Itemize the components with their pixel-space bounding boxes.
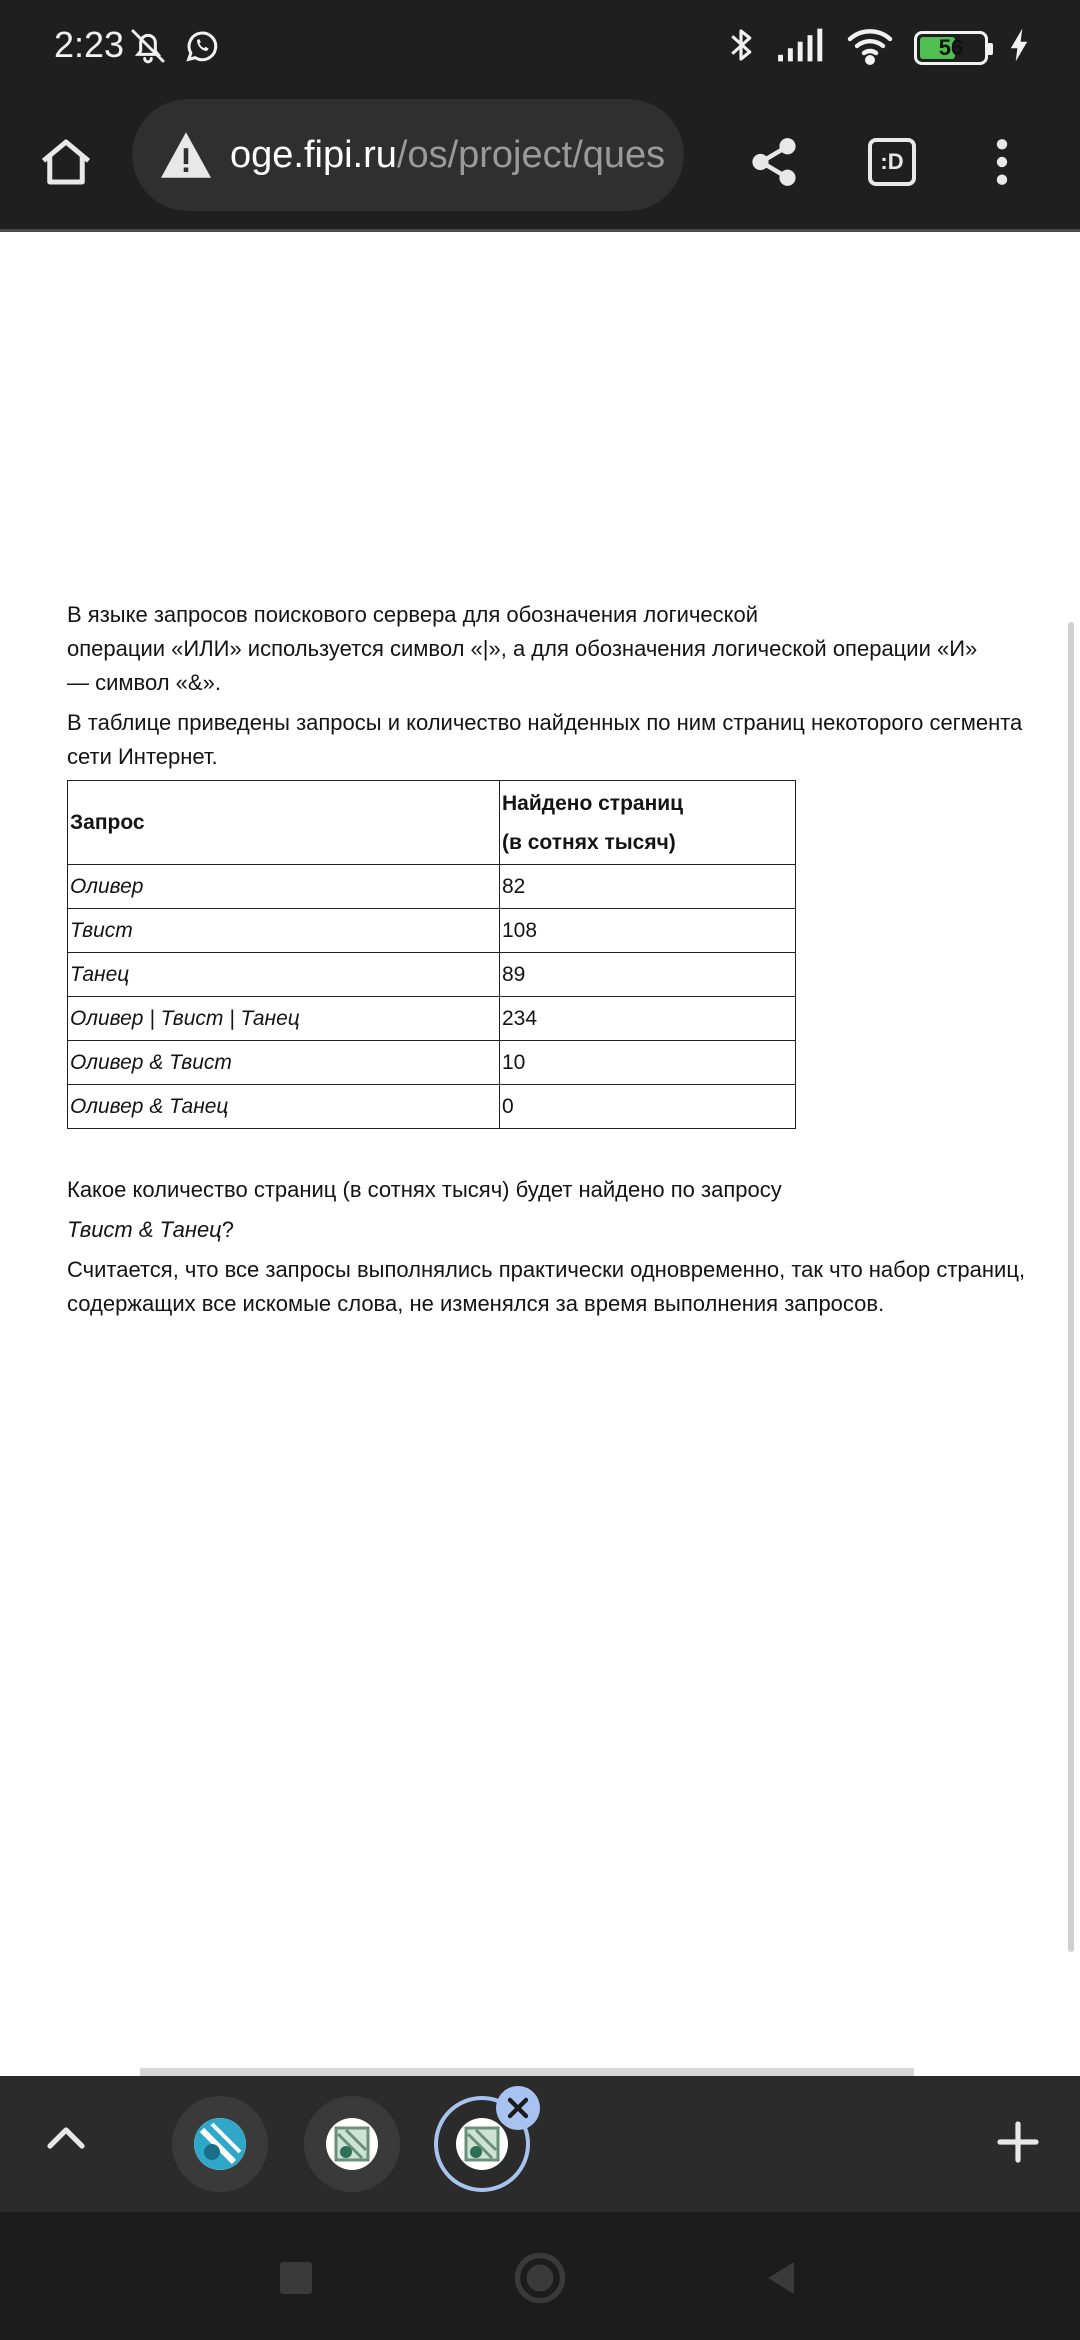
table-row: [68, 997, 796, 1041]
question-mark: ?: [221, 1217, 235, 1242]
status-time: 2:23: [54, 24, 125, 65]
found-cell: 234: [500, 997, 796, 1041]
home-icon[interactable]: [28, 124, 104, 200]
question-query: Твист & Танец: [67, 1217, 222, 1242]
vertical-scrollbar[interactable]: [1068, 622, 1074, 1952]
query-cell: Оливер & Твист: [68, 1041, 500, 1085]
query-table: [67, 780, 796, 1129]
browser-toolbar: [0, 96, 1080, 232]
note-text: Считается, что все запросы выполнялись практически одновременно, так что набор страниц, содержащих все искомые слова, не изменялся за время выполнения запросов.: [67, 1257, 1026, 1316]
signal-icon: [776, 27, 826, 68]
header-found: [500, 781, 796, 865]
query-cell: Оливер | Твист | Танец: [68, 997, 500, 1041]
share-icon[interactable]: [736, 124, 812, 200]
close-icon[interactable]: [496, 2086, 540, 2130]
charging-icon: [1008, 27, 1030, 68]
bluetooth-icon: [726, 24, 756, 71]
battery-icon: [914, 31, 988, 65]
home-circle-icon[interactable]: [510, 2248, 570, 2308]
table-row: [68, 909, 796, 953]
recents-icon[interactable]: [266, 2248, 326, 2308]
tab-strip: [0, 2076, 1080, 2212]
intro-line-3: — символ «&».: [67, 670, 221, 695]
intro-line-1: В языке запросов поискового сервера для обозначения логической: [67, 602, 759, 627]
header-found-line-2: (в сотнях тысяч): [502, 830, 676, 854]
table-row: [68, 1041, 796, 1085]
site-favicon-icon: [326, 2118, 378, 2170]
bell-off-icon: [128, 26, 168, 71]
header-query: Запрос: [68, 781, 500, 865]
found-cell: 10: [500, 1041, 796, 1085]
header-found-line-1: Найдено страниц: [502, 791, 684, 815]
page-content[interactable]: [0, 232, 1080, 2076]
tab-switcher-icon[interactable]: [854, 124, 930, 200]
found-cell: 0: [500, 1085, 796, 1129]
chevron-up-icon[interactable]: [34, 2106, 98, 2170]
query-cell: Твист: [68, 909, 500, 953]
table-header-row: [68, 781, 796, 865]
found-cell: 82: [500, 865, 796, 909]
whatsapp-icon: [182, 26, 222, 71]
query-cell: Оливер & Танец: [68, 1085, 500, 1129]
url-text[interactable]: [230, 134, 665, 177]
back-icon[interactable]: [752, 2248, 812, 2308]
site-favicon-icon: [456, 2118, 508, 2170]
table-row: [68, 1085, 796, 1129]
status-left-icons: [128, 26, 222, 71]
battery-level: 56: [938, 34, 964, 60]
address-bar[interactable]: [132, 99, 684, 211]
question-query-line: [67, 1213, 1027, 1247]
plus-icon[interactable]: [986, 2110, 1050, 2174]
table-intro: В таблице приведены запросы и количество найденных по ним страниц некоторого сегмента сети Интернет.: [67, 710, 1023, 769]
system-nav-bar: [0, 2212, 1080, 2340]
table-row: [68, 865, 796, 909]
url-path: /os/project/ques: [396, 133, 666, 176]
intro-paragraph: [67, 598, 1027, 700]
tab-thumbnail-1[interactable]: [172, 2096, 268, 2192]
tab-switcher-label: :D: [868, 138, 916, 186]
wifi-icon: [846, 25, 894, 70]
status-bar: [0, 0, 1080, 96]
intro-line-2: операции «ИЛИ» используется символ «|», а для обозначения логической операции «И»: [67, 636, 978, 661]
more-icon[interactable]: [964, 124, 1040, 200]
question-text: Какое количество страниц (в сотнях тысяч) будет найдено по запросу: [67, 1177, 782, 1202]
url-host: oge.fipi.ru: [230, 133, 397, 176]
question-article: [67, 598, 1027, 1327]
found-cell: 89: [500, 953, 796, 997]
warning-icon[interactable]: [158, 130, 214, 180]
status-right-icons: [726, 24, 1030, 71]
found-cell: 108: [500, 909, 796, 953]
query-cell: Оливер: [68, 865, 500, 909]
table-row: [68, 953, 796, 997]
query-cell: Танец: [68, 953, 500, 997]
tab-thumbnail-2[interactable]: [304, 2096, 400, 2192]
site-favicon-icon: [194, 2118, 246, 2170]
